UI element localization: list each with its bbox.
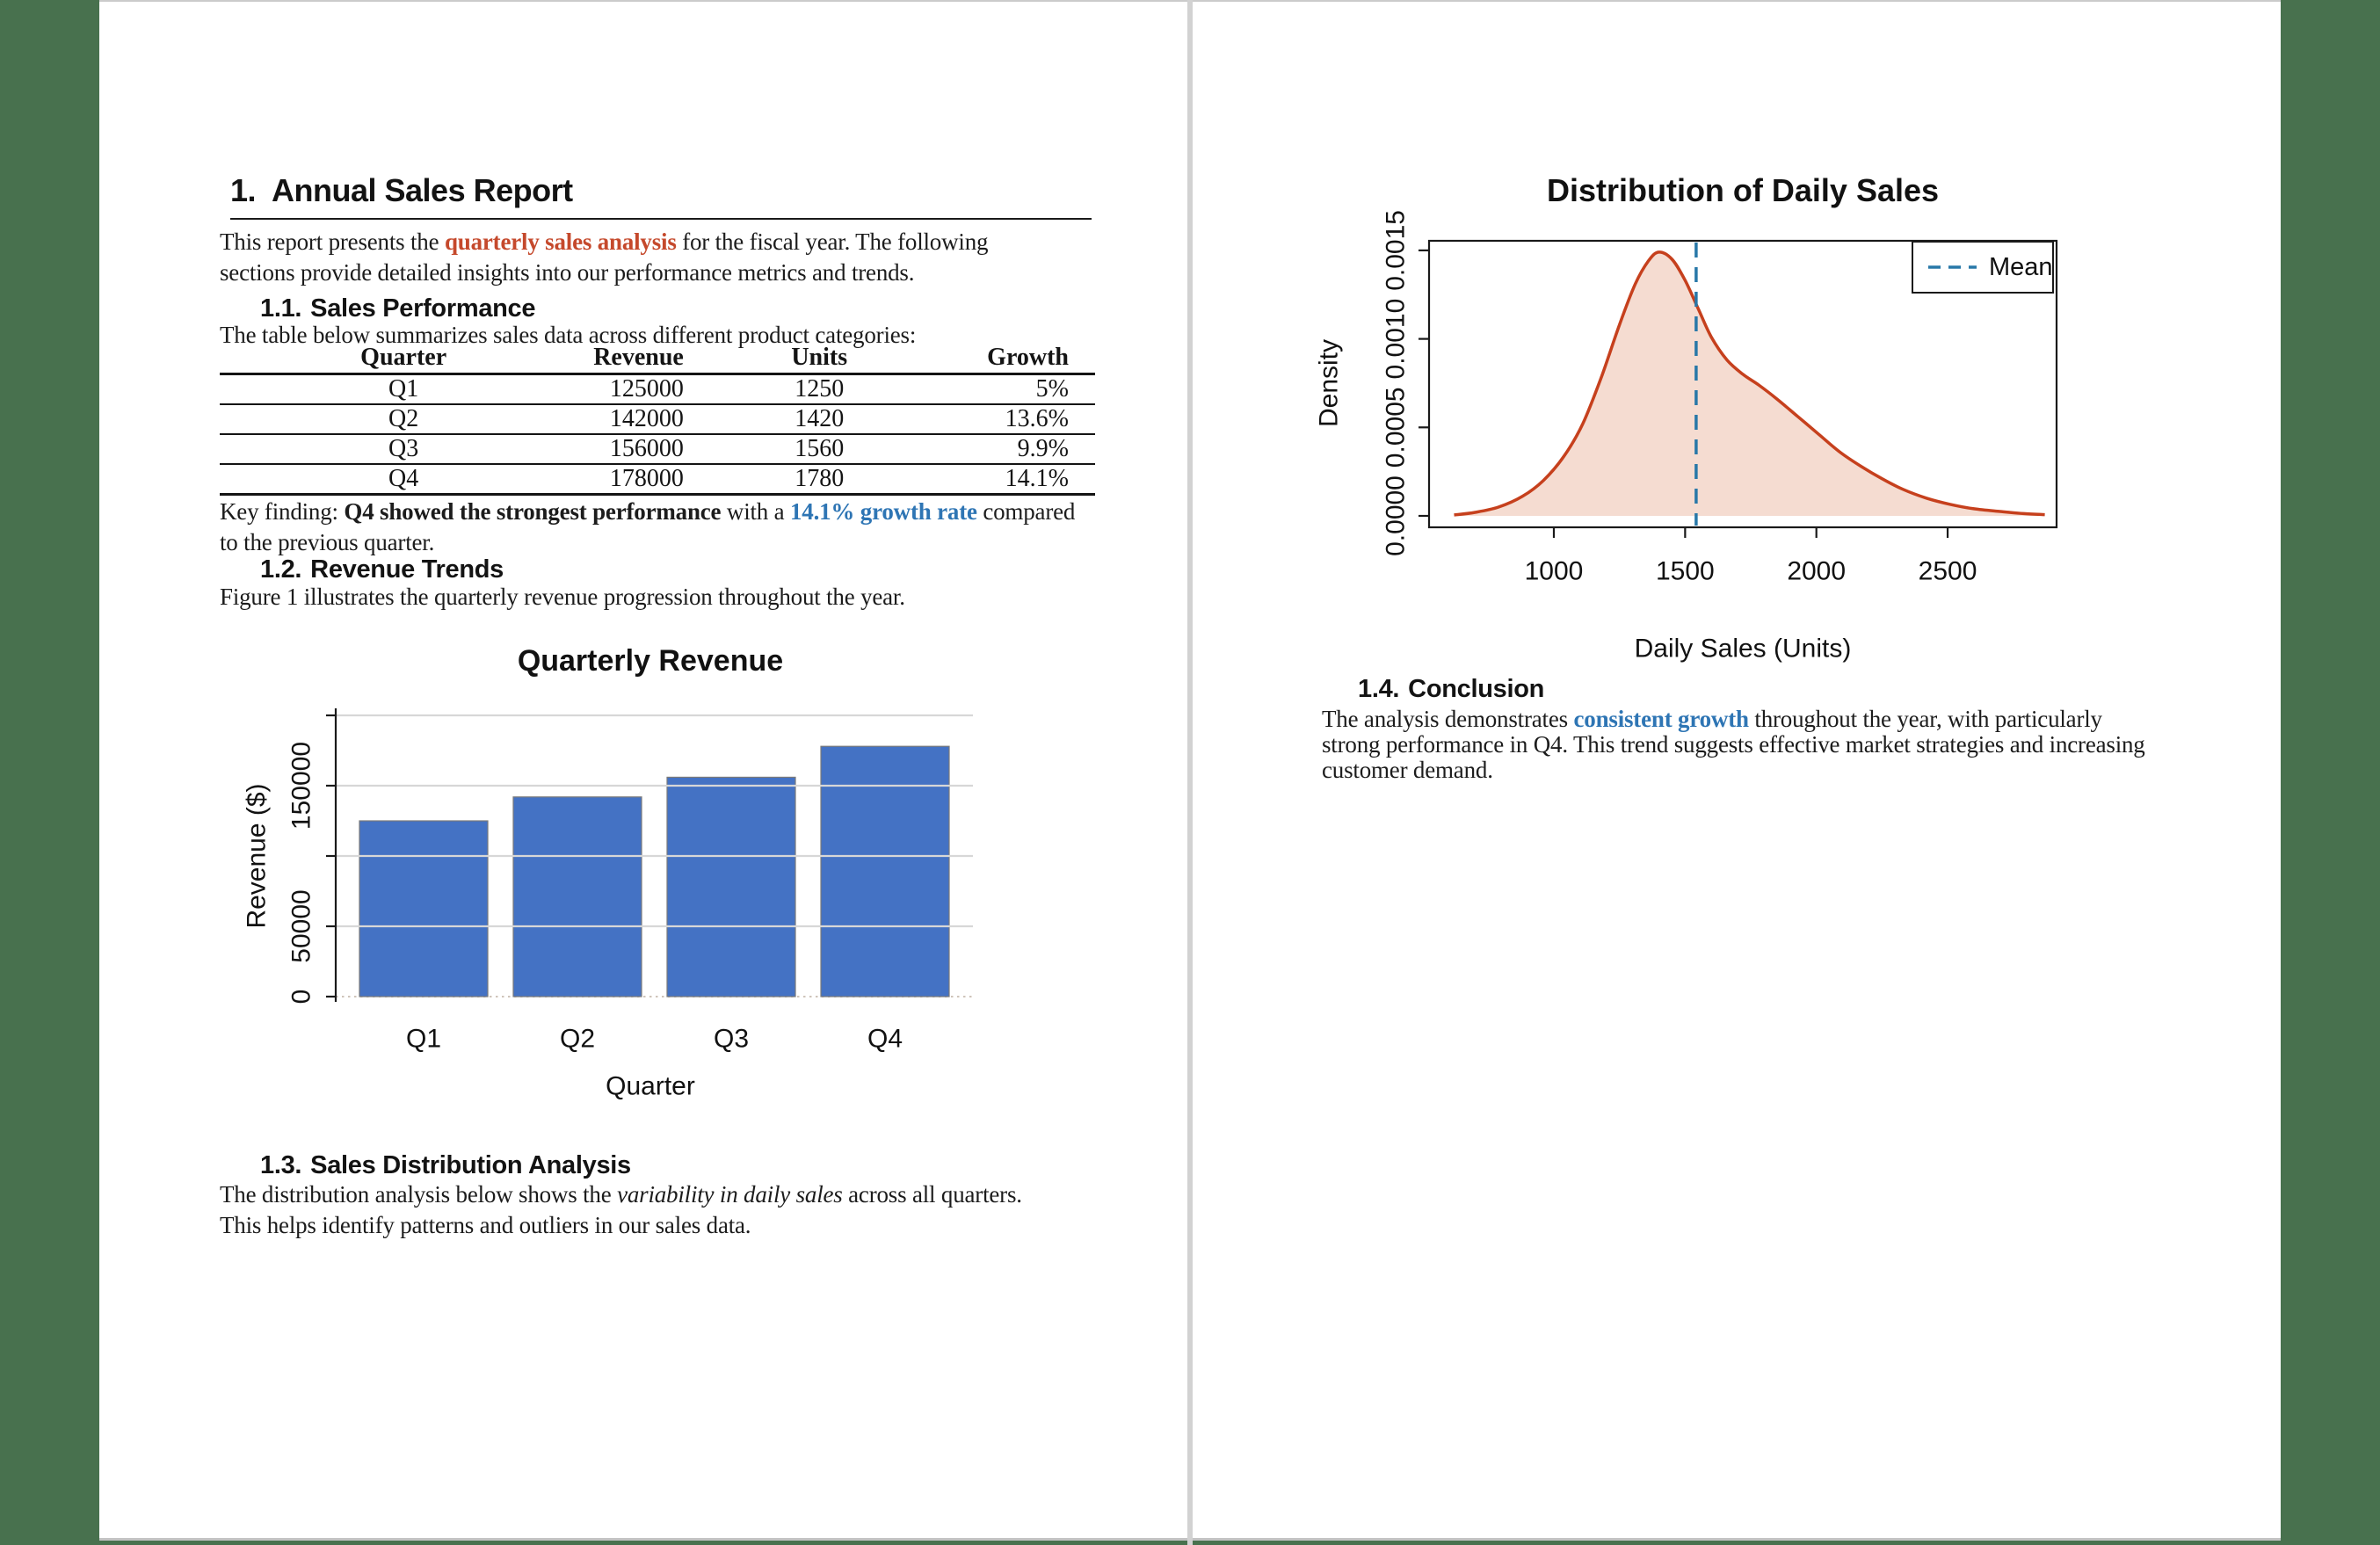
text-line: The analysis demonstrates consistent growth throughout the year, with particularly	[1322, 706, 2102, 732]
section-number: 1.3.	[260, 1151, 302, 1179]
x-tick-label: Q2	[559, 1024, 596, 1054]
x-tick-label: 2500	[1918, 556, 1977, 586]
section-number: 1.1.	[260, 294, 302, 323]
table-cell: 1560	[684, 434, 955, 464]
table-cell: Q1	[220, 374, 587, 405]
table-header-cell: Growth	[955, 343, 1095, 374]
table-row	[220, 464, 1095, 495]
text-line: The table below summarizes sales data across different product categories:	[220, 322, 917, 348]
x-tick-label: Q1	[405, 1024, 442, 1054]
doc-title-text: Annual Sales Report	[272, 172, 573, 208]
bar-q3	[667, 777, 795, 997]
table-cell: Q4	[388, 465, 419, 492]
table-row	[220, 374, 1095, 405]
table-cell: 125000	[587, 374, 684, 405]
y-tick-label: 150000	[287, 741, 316, 831]
text-line: strong performance in Q4. This trend suggests effective market strategies and increasing	[1322, 731, 2145, 758]
y-tick-label: 0.0005	[1381, 387, 1411, 468]
figure-reference-paragraph	[220, 582, 905, 613]
chart-title: Quarterly Revenue	[517, 644, 784, 678]
table-cell: 14.1%	[1005, 465, 1069, 492]
y-tick-label: 0.0000	[1381, 475, 1411, 556]
chart-title: Distribution of Daily Sales	[1546, 172, 1940, 208]
table-cell: 13.6%	[955, 404, 1095, 434]
bar-q4	[821, 746, 949, 997]
x-tick-label: 1000	[1524, 556, 1584, 586]
doc-title	[230, 172, 573, 209]
distribution-paragraph	[220, 1179, 1022, 1241]
x-tick-label: 1500	[1655, 556, 1715, 586]
text-line: sections provide detailed insights into our performance metrics and trends.	[220, 259, 915, 286]
y-axis-title: Revenue ($)	[242, 783, 272, 929]
table-cell: 1780	[795, 465, 845, 492]
section-heading-1-4	[1358, 675, 1544, 704]
x-tick-label: Q3	[713, 1024, 750, 1054]
table-cell: 142000	[587, 404, 684, 434]
text-line: Figure 1 illustrates the quarterly revenue progression throughout the year.	[220, 584, 905, 610]
daily-sales-distribution-chart	[1283, 160, 2127, 670]
bar-q1	[359, 821, 488, 997]
table-cell: 1420	[684, 404, 955, 434]
section-heading-1-3	[260, 1151, 631, 1180]
intro-paragraph	[220, 227, 988, 288]
section-number: 1.2.	[260, 555, 302, 584]
sales-table-body	[220, 374, 1095, 495]
legend-label: Mean	[1989, 253, 2053, 281]
table-header-cell: Units	[684, 343, 955, 374]
table-row	[220, 404, 1095, 434]
y-tick-label: 0.0010	[1381, 298, 1411, 380]
table-header-cell: Quarter	[220, 343, 587, 374]
x-axis-title: Daily Sales (Units)	[1634, 634, 1852, 664]
x-tick-label: Q4	[867, 1024, 903, 1054]
table-header-cell: Revenue	[587, 343, 684, 374]
sales-table-header	[220, 343, 1095, 374]
x-tick-label: 2000	[1787, 556, 1847, 586]
text-line: The distribution analysis below shows the variability in daily sales across all quarters.	[220, 1181, 1022, 1208]
table-cell: Q2	[220, 404, 587, 434]
doc-title-number: 1.	[230, 172, 257, 208]
table-cell: 5%	[955, 374, 1095, 405]
quarterly-revenue-chart	[237, 642, 1119, 1100]
table-cell: 1250	[684, 374, 955, 405]
text-line: Key finding: Q4 showed the strongest performance with a 14.1% growth rate compared	[220, 498, 1076, 525]
section-number: 1.4.	[1358, 675, 1400, 703]
text-line: This report presents the quarterly sales analysis for the fiscal year. The following	[220, 228, 989, 255]
section-title: Sales Performance	[310, 294, 536, 323]
y-tick-label: 0.0015	[1381, 210, 1411, 291]
y-tick-label: 50000	[287, 889, 316, 963]
key-finding-paragraph	[220, 497, 1075, 558]
bar-q2	[513, 797, 642, 997]
text-line: to the previous quarter.	[220, 529, 435, 555]
legend	[1912, 242, 2053, 293]
text-line: This helps identify patterns and outliers in our sales data.	[220, 1212, 751, 1238]
table-cell: 156000	[587, 434, 684, 464]
section-title: Conclusion	[1408, 675, 1545, 703]
x-axis-title: Quarter	[606, 1071, 695, 1100]
title-rule	[230, 218, 1092, 220]
table-cell: Q3	[220, 434, 587, 464]
table-cell: 9.9%	[955, 434, 1095, 464]
y-axis-title: Density	[1314, 338, 1344, 428]
text-line: customer demand.	[1322, 757, 1493, 783]
section-title: Sales Distribution Analysis	[310, 1151, 631, 1179]
section-title: Revenue Trends	[310, 555, 504, 584]
page-left	[99, 0, 1187, 1541]
table-row	[220, 434, 1095, 464]
table-cell: 178000	[609, 465, 684, 492]
sales-table	[220, 343, 1095, 496]
y-tick-label: 0	[287, 989, 316, 1005]
page-right	[1193, 0, 2281, 1541]
conclusion-paragraph	[1322, 707, 2145, 783]
section-heading-1-2	[260, 555, 504, 584]
